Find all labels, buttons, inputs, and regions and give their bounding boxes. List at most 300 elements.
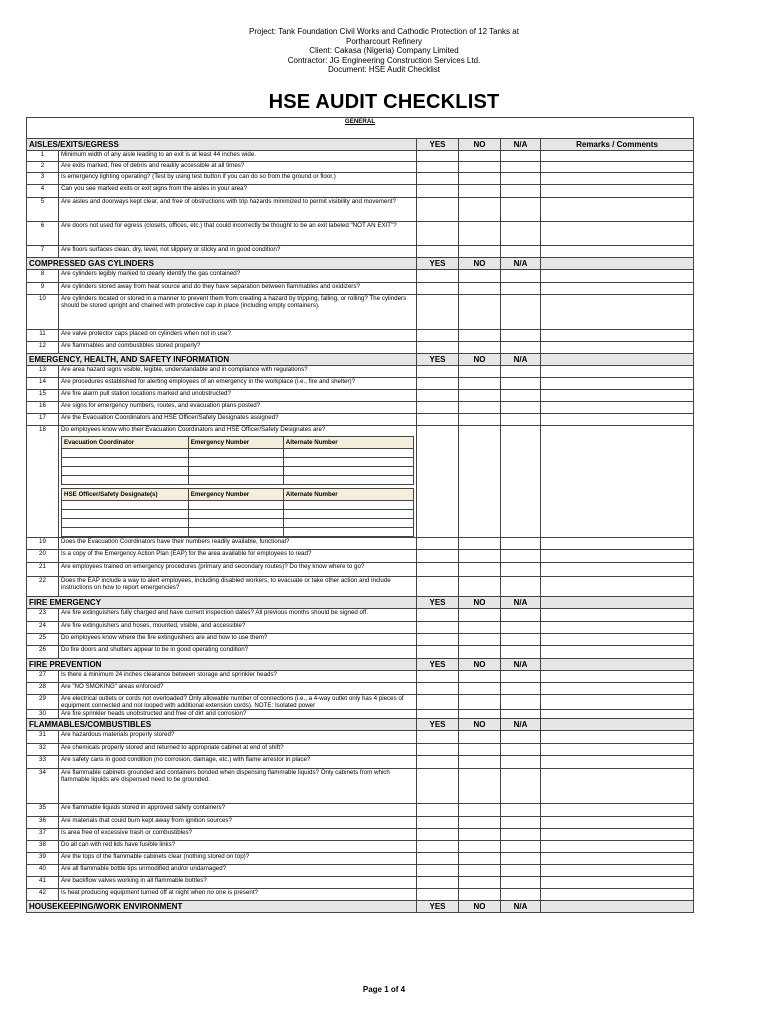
na-cell[interactable] bbox=[501, 246, 541, 258]
item-question bbox=[59, 173, 417, 185]
header-document: Document: HSE Audit Checklist bbox=[327, 65, 441, 75]
na-cell[interactable] bbox=[501, 710, 541, 719]
checklist-row bbox=[27, 865, 694, 877]
yes-cell[interactable] bbox=[417, 853, 459, 865]
checklist-row bbox=[27, 185, 694, 198]
no-cell[interactable] bbox=[459, 695, 501, 710]
contact-entry-cell[interactable] bbox=[62, 476, 189, 485]
na-cell[interactable] bbox=[501, 817, 541, 829]
remarks-column-header bbox=[541, 258, 694, 270]
item-question bbox=[59, 550, 417, 563]
yes-cell[interactable] bbox=[417, 330, 459, 342]
contact-entry-cell[interactable] bbox=[188, 467, 283, 476]
na-cell[interactable] bbox=[501, 295, 541, 330]
item-question bbox=[59, 865, 417, 877]
na-cell[interactable] bbox=[501, 756, 541, 769]
contact-column-header: HSE Officer/Safety Designate(s) bbox=[62, 489, 189, 501]
yes-cell[interactable] bbox=[417, 804, 459, 817]
item-number: 28 bbox=[27, 683, 59, 695]
yes-cell[interactable] bbox=[417, 162, 459, 173]
remarks-cell[interactable] bbox=[541, 609, 694, 622]
item-question bbox=[59, 378, 417, 390]
no-cell[interactable] bbox=[459, 769, 501, 804]
no-cell[interactable] bbox=[459, 222, 501, 246]
yes-cell[interactable] bbox=[417, 270, 459, 283]
item-question bbox=[59, 710, 417, 719]
contact-entry-cell[interactable] bbox=[188, 510, 283, 519]
na-cell[interactable] bbox=[501, 622, 541, 634]
remarks-cell[interactable] bbox=[541, 622, 694, 634]
item-question bbox=[59, 695, 417, 710]
item-number: 26 bbox=[27, 646, 59, 659]
item-question bbox=[59, 853, 417, 865]
item-question bbox=[59, 402, 417, 414]
no-cell[interactable] bbox=[459, 295, 501, 330]
na-cell[interactable] bbox=[501, 731, 541, 744]
yes-cell[interactable] bbox=[417, 817, 459, 829]
na-cell[interactable] bbox=[501, 577, 541, 597]
no-cell[interactable] bbox=[459, 841, 501, 853]
item-question-text: Is there a minimum 24 inches clearance between storage and sprinkler heads? bbox=[61, 671, 277, 678]
item-question bbox=[59, 731, 417, 744]
remarks-cell[interactable] bbox=[541, 804, 694, 817]
yes-cell[interactable] bbox=[417, 390, 459, 402]
contact-entry-cell[interactable] bbox=[283, 467, 413, 476]
yes-cell[interactable] bbox=[417, 563, 459, 577]
yes-cell[interactable] bbox=[417, 185, 459, 198]
checklist-row bbox=[27, 173, 694, 185]
na-cell[interactable] bbox=[501, 402, 541, 414]
item-question-text: Do employees know where the fire extinguishers are and how to use them? bbox=[61, 634, 268, 641]
yes-cell[interactable] bbox=[417, 402, 459, 414]
yes-cell[interactable] bbox=[417, 683, 459, 695]
contact-blank-row bbox=[62, 519, 414, 528]
no-cell[interactable] bbox=[459, 563, 501, 577]
yes-cell[interactable] bbox=[417, 246, 459, 258]
yes-cell[interactable] bbox=[417, 198, 459, 222]
remarks-cell[interactable] bbox=[541, 402, 694, 414]
na-cell[interactable] bbox=[501, 683, 541, 695]
yes-cell[interactable] bbox=[417, 295, 459, 330]
no-cell[interactable] bbox=[459, 342, 501, 354]
checklist-row bbox=[27, 151, 694, 162]
yes-cell[interactable] bbox=[417, 744, 459, 756]
remarks-cell[interactable] bbox=[541, 865, 694, 877]
no-column-header: NO bbox=[459, 719, 501, 731]
section-title: HOUSEKEEPING/WORK ENVIRONMENT bbox=[27, 901, 417, 913]
item-number: 6 bbox=[27, 222, 59, 246]
remarks-cell[interactable] bbox=[541, 841, 694, 853]
item-number: 35 bbox=[27, 804, 59, 817]
na-cell[interactable] bbox=[501, 646, 541, 659]
remarks-cell[interactable] bbox=[541, 671, 694, 683]
contact-entry-cell[interactable] bbox=[62, 467, 189, 476]
item-question bbox=[59, 270, 417, 283]
remarks-cell[interactable] bbox=[541, 853, 694, 865]
remarks-cell[interactable] bbox=[541, 683, 694, 695]
yes-cell[interactable] bbox=[417, 841, 459, 853]
no-column-header: NO bbox=[459, 258, 501, 270]
section-header-row bbox=[27, 139, 694, 151]
item-number: 30 bbox=[27, 710, 59, 719]
no-cell[interactable] bbox=[459, 151, 501, 162]
item-question bbox=[59, 366, 417, 378]
remarks-cell[interactable] bbox=[541, 366, 694, 378]
item-question bbox=[59, 609, 417, 622]
contact-column-header: Emergency Number bbox=[188, 489, 283, 501]
item-number: 38 bbox=[27, 841, 59, 853]
yes-cell[interactable] bbox=[417, 151, 459, 162]
item-question-text: Do employees know who their Evacuation Coordinators and HSE Officer/Safety Designates are? bbox=[61, 426, 326, 433]
yes-cell[interactable] bbox=[417, 756, 459, 769]
na-cell[interactable] bbox=[501, 414, 541, 426]
no-cell[interactable] bbox=[459, 246, 501, 258]
yes-column-header: YES bbox=[417, 258, 459, 270]
remarks-cell[interactable] bbox=[541, 198, 694, 222]
no-cell[interactable] bbox=[459, 731, 501, 744]
na-cell[interactable] bbox=[501, 829, 541, 841]
remarks-cell[interactable] bbox=[541, 283, 694, 295]
item-question-text: Are flammable cabinets grounded and containers bonded when dispensing flammable liquids? Only cabinets from which flammable liquids are dispensed need to be grounded. bbox=[61, 769, 390, 783]
na-cell[interactable] bbox=[501, 538, 541, 550]
item-number: 24 bbox=[27, 622, 59, 634]
no-cell[interactable] bbox=[459, 198, 501, 222]
yes-cell[interactable] bbox=[417, 634, 459, 646]
remarks-cell[interactable] bbox=[541, 270, 694, 283]
contact-blank-row bbox=[62, 467, 414, 476]
na-cell[interactable] bbox=[501, 865, 541, 877]
checklist-row bbox=[27, 330, 694, 342]
na-column-header: N/A bbox=[501, 258, 541, 270]
item-question-text: Are signs for emergency numbers, routes, and evacuation plans posted? bbox=[61, 402, 261, 409]
na-cell[interactable] bbox=[501, 173, 541, 185]
checklist-row bbox=[27, 769, 694, 804]
no-cell[interactable] bbox=[459, 366, 501, 378]
yes-cell[interactable] bbox=[417, 671, 459, 683]
remarks-cell[interactable] bbox=[541, 710, 694, 719]
item-question bbox=[59, 804, 417, 817]
na-cell[interactable] bbox=[501, 378, 541, 390]
yes-cell[interactable] bbox=[417, 609, 459, 622]
remarks-cell[interactable] bbox=[541, 222, 694, 246]
section-header-row bbox=[27, 597, 694, 609]
remarks-cell[interactable] bbox=[541, 162, 694, 173]
contact-entry-cell[interactable] bbox=[62, 458, 189, 467]
na-cell[interactable] bbox=[501, 804, 541, 817]
contact-entry-cell[interactable] bbox=[283, 458, 413, 467]
no-cell[interactable] bbox=[459, 756, 501, 769]
no-cell[interactable] bbox=[459, 173, 501, 185]
contact-entry-cell[interactable] bbox=[62, 528, 189, 537]
remarks-cell[interactable] bbox=[541, 731, 694, 744]
contact-entry-cell[interactable] bbox=[188, 449, 283, 458]
no-cell[interactable] bbox=[459, 414, 501, 426]
na-cell[interactable] bbox=[501, 162, 541, 173]
yes-cell[interactable] bbox=[417, 283, 459, 295]
na-cell[interactable] bbox=[501, 390, 541, 402]
contact-blank-row bbox=[62, 510, 414, 519]
yes-cell[interactable] bbox=[417, 550, 459, 563]
no-cell[interactable] bbox=[459, 865, 501, 877]
yes-cell[interactable] bbox=[417, 622, 459, 634]
contact-entry-cell[interactable] bbox=[283, 528, 413, 537]
remarks-cell[interactable] bbox=[541, 817, 694, 829]
remarks-cell[interactable] bbox=[541, 173, 694, 185]
na-cell[interactable] bbox=[501, 222, 541, 246]
item-question bbox=[59, 538, 417, 550]
remarks-cell[interactable] bbox=[541, 378, 694, 390]
no-cell[interactable] bbox=[459, 390, 501, 402]
item-number: 32 bbox=[27, 744, 59, 756]
na-cell[interactable] bbox=[501, 877, 541, 889]
item-number: 31 bbox=[27, 731, 59, 744]
remarks-cell[interactable] bbox=[541, 538, 694, 550]
contact-entry-cell[interactable] bbox=[283, 501, 413, 510]
contact-entry-cell[interactable] bbox=[62, 501, 189, 510]
no-cell[interactable] bbox=[459, 609, 501, 622]
no-cell[interactable] bbox=[459, 538, 501, 550]
remarks-cell[interactable] bbox=[541, 889, 694, 901]
remarks-cell[interactable] bbox=[541, 877, 694, 889]
no-cell[interactable] bbox=[459, 622, 501, 634]
na-cell[interactable] bbox=[501, 889, 541, 901]
na-cell[interactable] bbox=[501, 563, 541, 577]
no-cell[interactable] bbox=[459, 577, 501, 597]
section-header-row bbox=[27, 659, 694, 671]
yes-cell[interactable] bbox=[417, 538, 459, 550]
yes-cell[interactable] bbox=[417, 889, 459, 901]
contact-entry-cell[interactable] bbox=[283, 519, 413, 528]
yes-cell[interactable] bbox=[417, 173, 459, 185]
contact-entry-cell[interactable] bbox=[188, 519, 283, 528]
contact-entry-cell[interactable] bbox=[283, 476, 413, 485]
item-question-text: Are aisles and doorways kept clear, and free of obstructions with trip hazards minimized to permit visibility and movement? bbox=[61, 198, 396, 205]
checklist-row bbox=[27, 744, 694, 756]
yes-cell[interactable] bbox=[417, 577, 459, 597]
na-cell[interactable] bbox=[501, 283, 541, 295]
checklist-row bbox=[27, 246, 694, 258]
checklist-row bbox=[27, 756, 694, 769]
checklist-row bbox=[27, 695, 694, 710]
na-cell[interactable] bbox=[501, 671, 541, 683]
item-number: 5 bbox=[27, 198, 59, 222]
remarks-cell[interactable] bbox=[541, 744, 694, 756]
checklist-row bbox=[27, 366, 694, 378]
no-cell[interactable] bbox=[459, 671, 501, 683]
no-cell[interactable] bbox=[459, 550, 501, 563]
remarks-cell[interactable] bbox=[541, 295, 694, 330]
remarks-cell[interactable] bbox=[541, 563, 694, 577]
item-number: 3 bbox=[27, 173, 59, 185]
contact-column-header: Emergency Number bbox=[188, 437, 283, 449]
contact-entry-cell[interactable] bbox=[188, 528, 283, 537]
item-question bbox=[59, 671, 417, 683]
yes-cell[interactable] bbox=[417, 342, 459, 354]
na-cell[interactable] bbox=[501, 426, 541, 538]
item-number: 18 bbox=[27, 426, 59, 538]
na-cell[interactable] bbox=[501, 270, 541, 283]
item-question bbox=[59, 198, 417, 222]
contact-entry-cell[interactable] bbox=[188, 501, 283, 510]
checklist-row bbox=[27, 731, 694, 744]
yes-cell[interactable] bbox=[417, 378, 459, 390]
contact-entry-cell[interactable] bbox=[188, 458, 283, 467]
no-cell[interactable] bbox=[459, 634, 501, 646]
header-client: Client: Cakasa (Nigeria) Company Limited bbox=[309, 46, 459, 56]
item-question-text: Is heat producing equipment turned off at night when no one is present? bbox=[61, 889, 258, 896]
header-location: Portharcourt Refinery bbox=[345, 36, 423, 46]
remarks-cell[interactable] bbox=[541, 426, 694, 538]
section-header-row bbox=[27, 354, 694, 366]
contact-entry-cell[interactable] bbox=[283, 510, 413, 519]
no-cell[interactable] bbox=[459, 853, 501, 865]
item-number: 15 bbox=[27, 390, 59, 402]
item-number: 1 bbox=[27, 151, 59, 162]
na-cell[interactable] bbox=[501, 342, 541, 354]
item-question bbox=[59, 817, 417, 829]
item-number: 7 bbox=[27, 246, 59, 258]
remarks-cell[interactable] bbox=[541, 769, 694, 804]
section-title: FIRE EMERGENCY bbox=[27, 597, 417, 609]
item-question bbox=[59, 295, 417, 330]
yes-cell[interactable] bbox=[417, 414, 459, 426]
no-cell[interactable] bbox=[459, 646, 501, 659]
na-cell[interactable] bbox=[501, 185, 541, 198]
contact-entry-cell[interactable] bbox=[62, 510, 189, 519]
na-cell[interactable] bbox=[501, 366, 541, 378]
item-number: 13 bbox=[27, 366, 59, 378]
no-cell[interactable] bbox=[459, 683, 501, 695]
item-question-text: Are the tops of the flammable cabinets clear (nothing stored on top)? bbox=[61, 853, 250, 860]
contact-blank-row bbox=[62, 528, 414, 537]
na-cell[interactable] bbox=[501, 744, 541, 756]
remarks-cell[interactable] bbox=[541, 414, 694, 426]
yes-cell[interactable] bbox=[417, 222, 459, 246]
section-header-row bbox=[27, 901, 694, 913]
na-column-header: N/A bbox=[501, 719, 541, 731]
remarks-cell[interactable] bbox=[541, 550, 694, 563]
checklist-row bbox=[27, 342, 694, 354]
yes-cell[interactable] bbox=[417, 829, 459, 841]
item-question bbox=[59, 841, 417, 853]
item-question bbox=[59, 162, 417, 173]
yes-cell[interactable] bbox=[417, 426, 459, 538]
remarks-cell[interactable] bbox=[541, 330, 694, 342]
checklist-row bbox=[27, 270, 694, 283]
item-number: 17 bbox=[27, 414, 59, 426]
item-question-text: Are "NO SMOKING" areas enforced? bbox=[61, 683, 164, 690]
no-column-header: NO bbox=[459, 659, 501, 671]
remarks-cell[interactable] bbox=[541, 577, 694, 597]
remarks-cell[interactable] bbox=[541, 151, 694, 162]
item-question bbox=[59, 744, 417, 756]
item-number: 12 bbox=[27, 342, 59, 354]
page-title: HSE AUDIT CHECKLIST bbox=[268, 91, 500, 113]
no-cell[interactable] bbox=[459, 378, 501, 390]
na-cell[interactable] bbox=[501, 695, 541, 710]
contact-entry-cell[interactable] bbox=[62, 519, 189, 528]
na-cell[interactable] bbox=[501, 769, 541, 804]
contact-entry-cell[interactable] bbox=[188, 476, 283, 485]
yes-cell[interactable] bbox=[417, 731, 459, 744]
no-cell[interactable] bbox=[459, 744, 501, 756]
no-cell[interactable] bbox=[459, 283, 501, 295]
yes-cell[interactable] bbox=[417, 710, 459, 719]
yes-cell[interactable] bbox=[417, 695, 459, 710]
remarks-cell[interactable] bbox=[541, 185, 694, 198]
remarks-cell[interactable] bbox=[541, 829, 694, 841]
no-cell[interactable] bbox=[459, 817, 501, 829]
no-cell[interactable] bbox=[459, 162, 501, 173]
yes-cell[interactable] bbox=[417, 877, 459, 889]
remarks-cell[interactable] bbox=[541, 634, 694, 646]
checklist-row bbox=[27, 378, 694, 390]
yes-column-header: YES bbox=[417, 719, 459, 731]
yes-cell[interactable] bbox=[417, 865, 459, 877]
contact-blank-row bbox=[62, 449, 414, 458]
no-cell[interactable] bbox=[459, 710, 501, 719]
checklist-row bbox=[27, 402, 694, 414]
item-number: 39 bbox=[27, 853, 59, 865]
na-cell[interactable] bbox=[501, 330, 541, 342]
remarks-cell[interactable] bbox=[541, 246, 694, 258]
item-question-text: Is area free of excessive trash or combustibles? bbox=[61, 829, 193, 836]
no-cell[interactable] bbox=[459, 402, 501, 414]
remarks-cell[interactable] bbox=[541, 756, 694, 769]
na-column-header: N/A bbox=[501, 139, 541, 151]
remarks-cell[interactable] bbox=[541, 646, 694, 659]
yes-cell[interactable] bbox=[417, 366, 459, 378]
yes-cell[interactable] bbox=[417, 769, 459, 804]
checklist-row bbox=[27, 563, 694, 577]
na-cell[interactable] bbox=[501, 634, 541, 646]
na-cell[interactable] bbox=[501, 609, 541, 622]
no-cell[interactable] bbox=[459, 877, 501, 889]
item-question-text: Are area hazard signs visible, legible, understandable and in compliance with regulations? bbox=[61, 366, 308, 373]
na-cell[interactable] bbox=[501, 550, 541, 563]
yes-cell[interactable] bbox=[417, 646, 459, 659]
na-cell[interactable] bbox=[501, 853, 541, 865]
checklist-row bbox=[27, 222, 694, 246]
checklist-row bbox=[27, 889, 694, 901]
remarks-cell[interactable] bbox=[541, 390, 694, 402]
na-cell[interactable] bbox=[501, 841, 541, 853]
no-cell[interactable] bbox=[459, 829, 501, 841]
na-column-header: N/A bbox=[501, 354, 541, 366]
no-cell[interactable] bbox=[459, 804, 501, 817]
na-cell[interactable] bbox=[501, 151, 541, 162]
no-cell[interactable] bbox=[459, 426, 501, 538]
checklist-sheet bbox=[26, 117, 693, 913]
section-title: EMERGENCY, HEALTH, AND SAFETY INFORMATION bbox=[27, 354, 417, 366]
contact-entry-cell[interactable] bbox=[283, 449, 413, 458]
contact-blank-row bbox=[62, 501, 414, 510]
item-question-text: Can you see marked exits or exit signs from the aisles in your area? bbox=[61, 185, 248, 192]
contact-entry-cell[interactable] bbox=[62, 449, 189, 458]
no-cell[interactable] bbox=[459, 889, 501, 901]
remarks-cell[interactable] bbox=[541, 695, 694, 710]
no-cell[interactable] bbox=[459, 330, 501, 342]
checklist-table bbox=[26, 117, 694, 913]
na-column-header: N/A bbox=[501, 659, 541, 671]
no-cell[interactable] bbox=[459, 270, 501, 283]
remarks-cell[interactable] bbox=[541, 342, 694, 354]
checklist-row bbox=[27, 710, 694, 719]
checklist-row bbox=[27, 577, 694, 597]
no-cell[interactable] bbox=[459, 185, 501, 198]
na-cell[interactable] bbox=[501, 198, 541, 222]
yes-column-header: YES bbox=[417, 354, 459, 366]
